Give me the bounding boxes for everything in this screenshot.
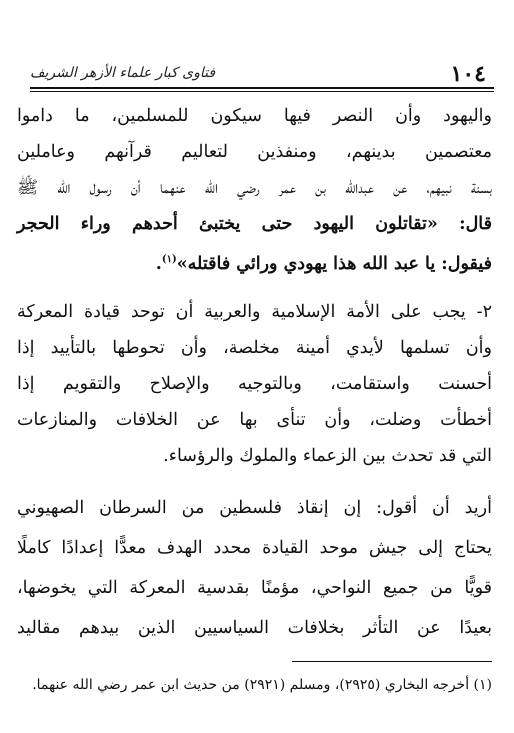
point-2-line-4: أخطأت وضلت، وأن تنأى بها عن الخلافات والمنازعات	[17, 410, 492, 430]
text-line-1: واليهود وأن النصر فيها سيكون للمسلمين، ما داموا	[17, 106, 492, 126]
page-number: ١٠٤	[450, 61, 486, 87]
footnote: (١) أخرجه البخاري (٢٩٢٥)، ومسلم (٢٩٢١) من حديث ابن عمر رضي الله عنهما.	[32, 677, 492, 693]
footnote-separator	[292, 661, 492, 662]
point-2-line-1: ٢- يجب على الأمة الإسلامية والعربية أن توحد قيادة المعركة	[17, 302, 492, 322]
header-rule	[30, 87, 494, 89]
point-2-line-3: أحسنت واستقامت، وبالتوجيه والإصلاح والتقويم إذا	[17, 374, 492, 394]
hadith-line-2	[17, 242, 492, 278]
page-header	[30, 60, 494, 88]
header-rule-thin	[30, 91, 494, 92]
footnote-marker[interactable]: (١)	[161, 254, 177, 265]
hadith-line-1: قال: «تقاتلون اليهود حتى يختبئ أحدهم وراء الحجر	[17, 214, 492, 234]
text-line-3: بسنة نبيهم، عن عبدالله بن عمر رضي الله عنهما أن رسول الله ﷺ	[17, 178, 492, 198]
point-2-line-2: وأن تسلمها لأيدي أمينة مخلصة، وأن تحوطها بالتأييد إذا	[17, 338, 492, 358]
hadith-text: فيقول: يا عبد الله هذا يهودي ورائي فاقتله»	[176, 253, 492, 274]
running-head: فتاوى كبار علماء الأزهر الشريف	[30, 65, 216, 81]
paragraph-line-2: يحتاج إلى جيش موحد القيادة محدد الهدف معدًّا إعدادًا كاملًا	[17, 538, 492, 558]
paragraph-line-3: قويًّا من جميع النواحي، مؤمنًا بقدسية المعركة التي يخوضها،	[17, 578, 492, 598]
text-line-2: معتصمين بدينهم، ومنفذين لتعاليم قرآنهم وعاملين	[17, 142, 492, 162]
point-2-line-5: التي قد تحدث بين الزعماء والملوك والرؤساء.	[163, 446, 492, 466]
paragraph-line-4: بعيدًا عن التأثر بخلافات السياسيين الذين بيدهم مقاليد	[17, 618, 492, 638]
paragraph-line-1: أريد أن أقول: إن إنقاذ فلسطين من السرطان الصهيوني	[17, 498, 492, 518]
hadith-period: .	[155, 253, 162, 274]
